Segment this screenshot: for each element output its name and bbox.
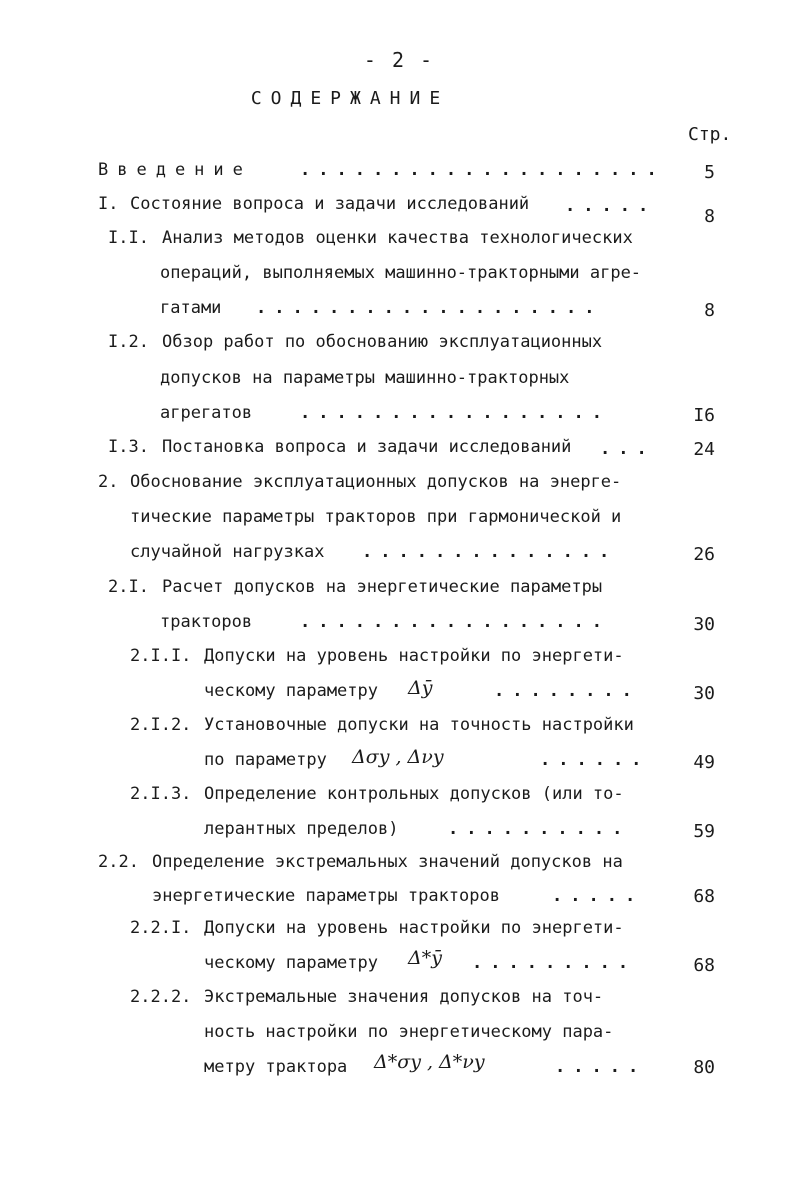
toc-entry-text: Состояние вопроса и задачи исследований — [130, 194, 530, 214]
toc-entry-text: Допуски на уровень настройки по энергети- — [204, 646, 624, 666]
toc-leader-dots: ................. — [300, 612, 610, 632]
toc-entry-page: 49 — [693, 752, 715, 773]
toc-entry-symbol: Δȳ — [408, 677, 433, 699]
toc-leader-dots: ..... — [552, 886, 644, 906]
toc-entry-num: I.3. — [108, 437, 149, 457]
toc-entry-page: 24 — [693, 439, 715, 460]
toc-leader-dots: ......... — [472, 953, 637, 973]
toc-leader-dots: ........ — [494, 681, 640, 701]
toc-entry-text: ческому параметру — [204, 681, 378, 701]
toc-entry-text: ность настройки по энергетическому пара- — [204, 1022, 614, 1042]
toc-entry-text: Допуски на уровень настройки по энергети- — [204, 918, 624, 938]
toc-leader-dots: ................... — [256, 298, 603, 318]
toc-entry-page: 80 — [693, 1057, 715, 1078]
toc-entry-text: метру трактора — [204, 1057, 348, 1077]
toc-entry-num: 2.I.3. — [130, 784, 192, 804]
toc-leader-dots: ..... — [565, 196, 657, 216]
toc-entry-text: допусков на параметры машинно-тракторных — [160, 368, 570, 388]
toc-entry-num: 2.2.2. — [130, 987, 192, 1007]
toc-entry-page: 59 — [693, 821, 715, 842]
toc-entry-text: Определение контрольных допусков (или то- — [204, 784, 624, 804]
toc-entry-page: 26 — [693, 544, 715, 565]
toc-entry-text: случайной нагрузках — [130, 542, 325, 562]
toc-leader-dots: .............. — [362, 542, 618, 562]
toc-entry-text: Постановка вопроса и задачи исследований — [162, 437, 572, 457]
toc-entry-num: I. — [98, 194, 119, 214]
toc-entry-page: 30 — [693, 614, 715, 635]
page-number: - 2 - — [363, 48, 435, 72]
toc-entry-page: 68 — [693, 955, 715, 976]
toc-entry-symbol: Δ*σy , Δ*νy — [374, 1051, 485, 1073]
toc-leader-dots: .......... — [448, 819, 631, 839]
page-column-label: Стр. — [688, 124, 732, 145]
toc-entry-symbol: Δ*ȳ — [408, 947, 442, 969]
toc-entry-text: ческому параметру — [204, 953, 378, 973]
toc-entry-num: I.2. — [108, 332, 149, 352]
toc-entry-num: 2. — [98, 472, 119, 492]
toc-leader-dots: ... — [600, 439, 655, 459]
toc-entry-text: Определение экстремальных значений допусков на — [152, 852, 623, 872]
toc-entry-text: агрегатов — [160, 403, 253, 423]
toc-entry-page: 30 — [693, 683, 715, 704]
toc-entry-num: 2.I. — [108, 577, 149, 597]
page-title: СОДЕРЖАНИЕ — [250, 88, 450, 109]
toc-intro-label: Введение — [98, 160, 252, 180]
toc-entry-page: 68 — [693, 886, 715, 907]
toc-entry-text: Расчет допусков на энергетические параметры — [162, 577, 603, 597]
toc-entry-num: 2.2. — [98, 852, 139, 872]
toc-entry-text: энергетические параметры тракторов — [152, 886, 500, 906]
toc-entry-symbol: Δσy , Δνy — [352, 746, 444, 768]
toc-leader-dots: ................. — [300, 403, 610, 423]
toc-entry-page: I6 — [693, 405, 715, 426]
toc-entry-num: I.I. — [108, 228, 149, 248]
toc-entry-text: по параметру — [204, 750, 327, 770]
toc-entry-page: 8 — [704, 300, 715, 321]
toc-intro-page: 5 — [704, 162, 715, 183]
toc-entry-num: 2.I.2. — [130, 715, 192, 735]
toc-leader-dots: .................... — [300, 160, 665, 180]
toc-entry-text: тракторов — [160, 612, 253, 632]
toc-leader-dots: ..... — [555, 1057, 647, 1077]
toc-entry-num: 2.I.I. — [130, 646, 192, 666]
toc-entry-text: операций, выполняемых машинно-тракторными агре- — [160, 263, 642, 283]
toc-entry-text: лерантных пределов) — [204, 819, 399, 839]
toc-entry-text: Установочные допуски на точность настройки — [204, 715, 634, 735]
toc-entry-text: гатами — [160, 298, 222, 318]
toc-entry-text: Экстремальные значения допусков на точ- — [204, 987, 604, 1007]
toc-entry-text: Анализ методов оценки качества технологических — [162, 228, 633, 248]
toc-entry-text: тические параметры тракторов при гармонической и — [130, 507, 622, 527]
toc-entry-num: 2.2.I. — [130, 918, 192, 938]
toc-entry-text: Обоснование эксплуатационных допусков на энерге- — [130, 472, 622, 492]
toc-entry-text: Обзор работ по обоснованию эксплуатационных — [162, 332, 603, 352]
toc-leader-dots: ...... — [540, 750, 650, 770]
toc-entry-page: 8 — [704, 206, 715, 227]
